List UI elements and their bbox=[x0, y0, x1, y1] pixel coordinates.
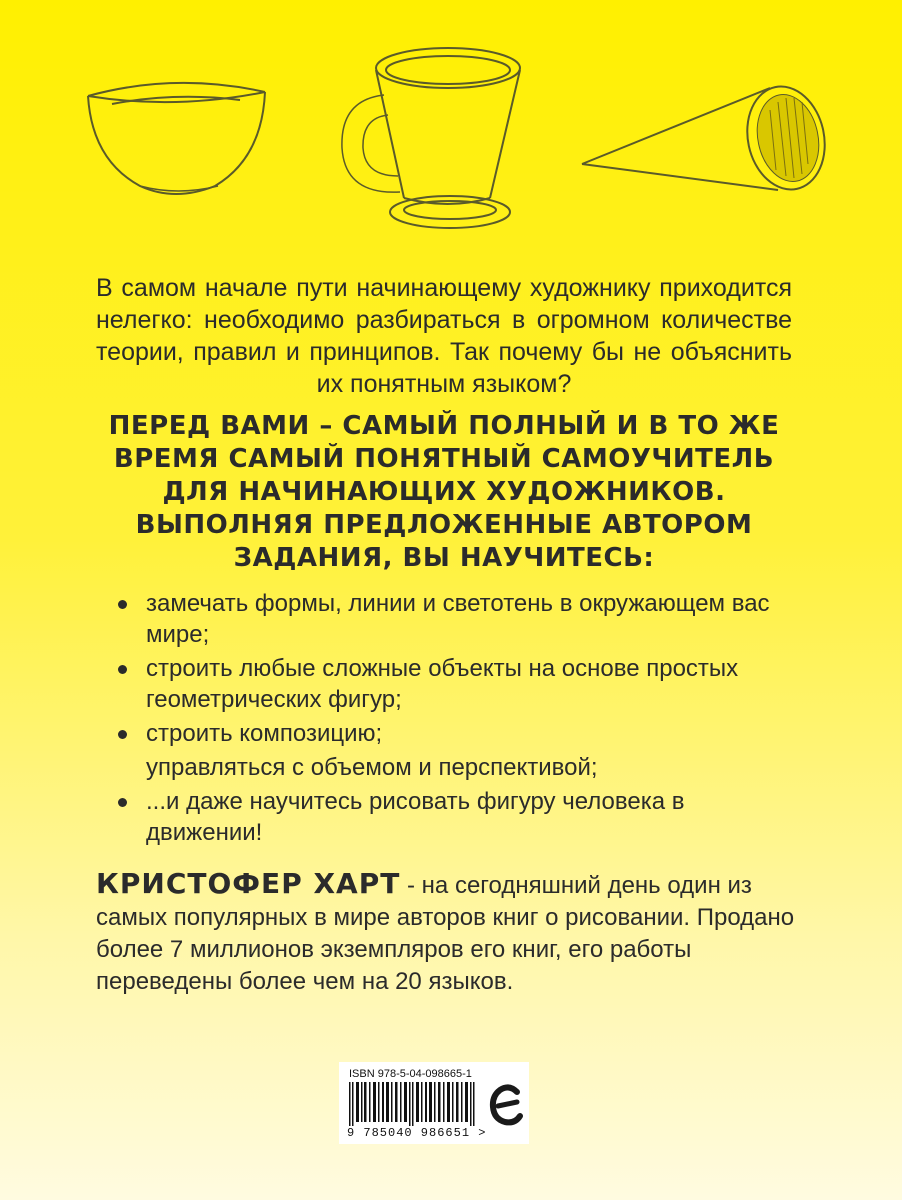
author-name: КРИСТОФЕР ХАРТ bbox=[96, 867, 401, 900]
eksmo-logo-icon bbox=[487, 1080, 527, 1130]
author-description: - на сегодняшний день один из самых популярных в мире авторов книг о рисовании. Продано более 7 миллионов экземпляров его книг, его работы переведены более чем на 20 языков. bbox=[96, 872, 795, 995]
bullet-icon bbox=[118, 730, 127, 739]
bullet-icon bbox=[118, 600, 127, 609]
bullet-icon bbox=[118, 798, 127, 807]
list-item: управляться с объемом и перспективой; bbox=[146, 754, 598, 781]
barcode-bars bbox=[349, 1082, 475, 1126]
sketch-illustrations bbox=[0, 0, 902, 260]
list-item: замечать формы, линии и светотень в окружающем вас мире; bbox=[118, 588, 778, 650]
skills-list bbox=[118, 588, 778, 851]
bullet-icon bbox=[118, 665, 127, 674]
intro-paragraph: В самом начале пути начинающему художнику приходится нелегко: необходимо разбираться в огромном количестве теории, правил и принципов. Так почему бы не объяснить их понятным языком? bbox=[96, 274, 792, 398]
list-item: ...и даже научитесь рисовать фигуру человека в движении! bbox=[118, 786, 778, 848]
barcode-digits: 9 785040 986651 > bbox=[347, 1126, 487, 1140]
author-paragraph bbox=[96, 868, 806, 998]
headline: ПЕРЕД ВАМИ – САМЫЙ ПОЛНЫЙ И В ТО ЖЕ ВРЕМЯ САМЫЙ ПОНЯТНЫЙ САМОУЧИТЕЛЬ ДЛЯ НАЧИНАЮЩИХ ХУДОЖНИКОВ. ВЫПОЛНЯЯ ПРЕДЛОЖЕННЫЕ АВТОРОМ ЗАДАНИЯ, ВЫ НАУЧИТЕСЬ: bbox=[108, 411, 780, 573]
cone-sketch bbox=[582, 79, 834, 197]
isbn-label: ISBN 978-5-04-098665-1 bbox=[349, 1068, 472, 1080]
bowl-sketch bbox=[88, 83, 265, 194]
mug-sketch bbox=[342, 48, 520, 228]
list-item: строить композицию; bbox=[118, 718, 778, 749]
list-item: строить любые сложные объекты на основе простых геометрических фигур; bbox=[118, 653, 778, 715]
